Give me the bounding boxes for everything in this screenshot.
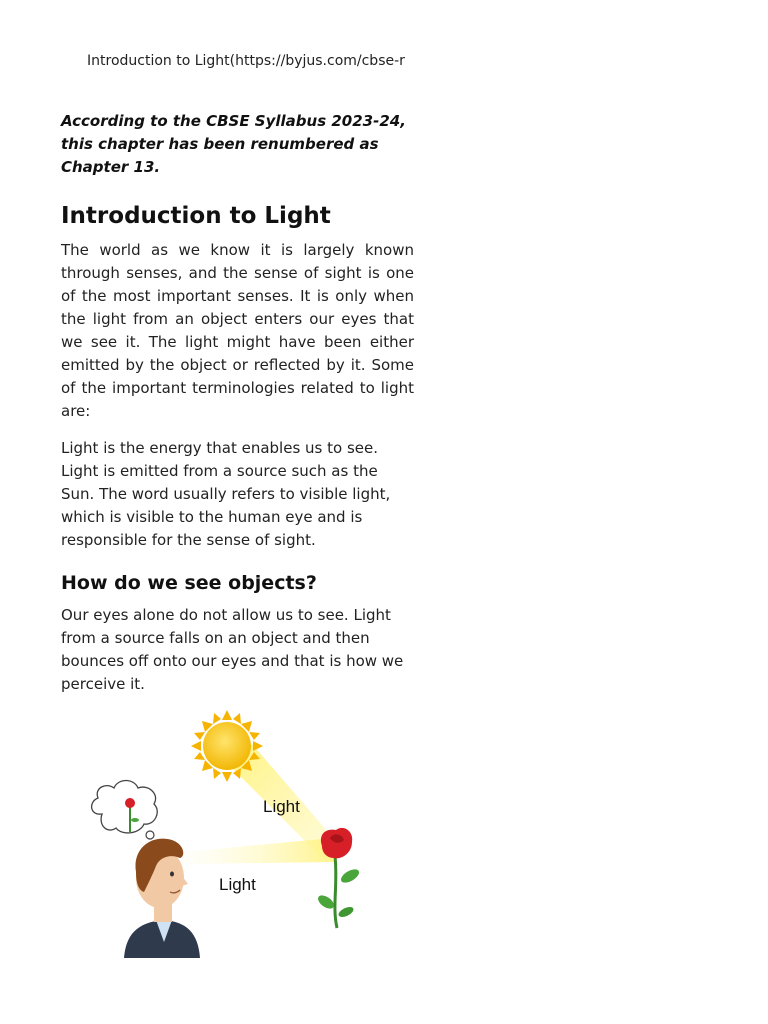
main-content [61,110,414,696]
intro-paragraph: The world as we know it is largely known through senses, and the sense of sight is one of the most important senses. It is only when the light from an object enters our eyes that we see it. The light might have been either emitted by the object or reflected by it. Some of the important terminologies related to light are: [61,241,414,420]
rose-icon [316,828,361,928]
reflected-light-label: Light [219,875,256,894]
section-paragraph: Our eyes alone do not allow us to see. Light from a source falls on an object and then bounces off onto our eyes and that is how we perceive it. [61,606,404,693]
light-definition-paragraph: Light is the energy that enables us to see. Light is emitted from a source such as the Sun. The word usually refers to visible light, which is visible to the human eye and is responsible for the sense of sight. [61,439,391,549]
thought-bubble [92,781,159,846]
syllabus-notice: According to the CBSE Syllabus 2023-24, this chapter has been renumbered as Chapter 13. [61,112,406,176]
seeing-objects-illustration [60,706,416,976]
reflected-light-beam [182,838,336,864]
page-title: Introduction to Light [61,203,331,229]
illustration-svg [60,706,416,976]
section-heading: How do we see objects? [61,572,317,594]
source-link[interactable]: Introduction to Light(https://byjus.com/cbse-r [87,53,405,69]
incident-light-label: Light [263,797,300,816]
